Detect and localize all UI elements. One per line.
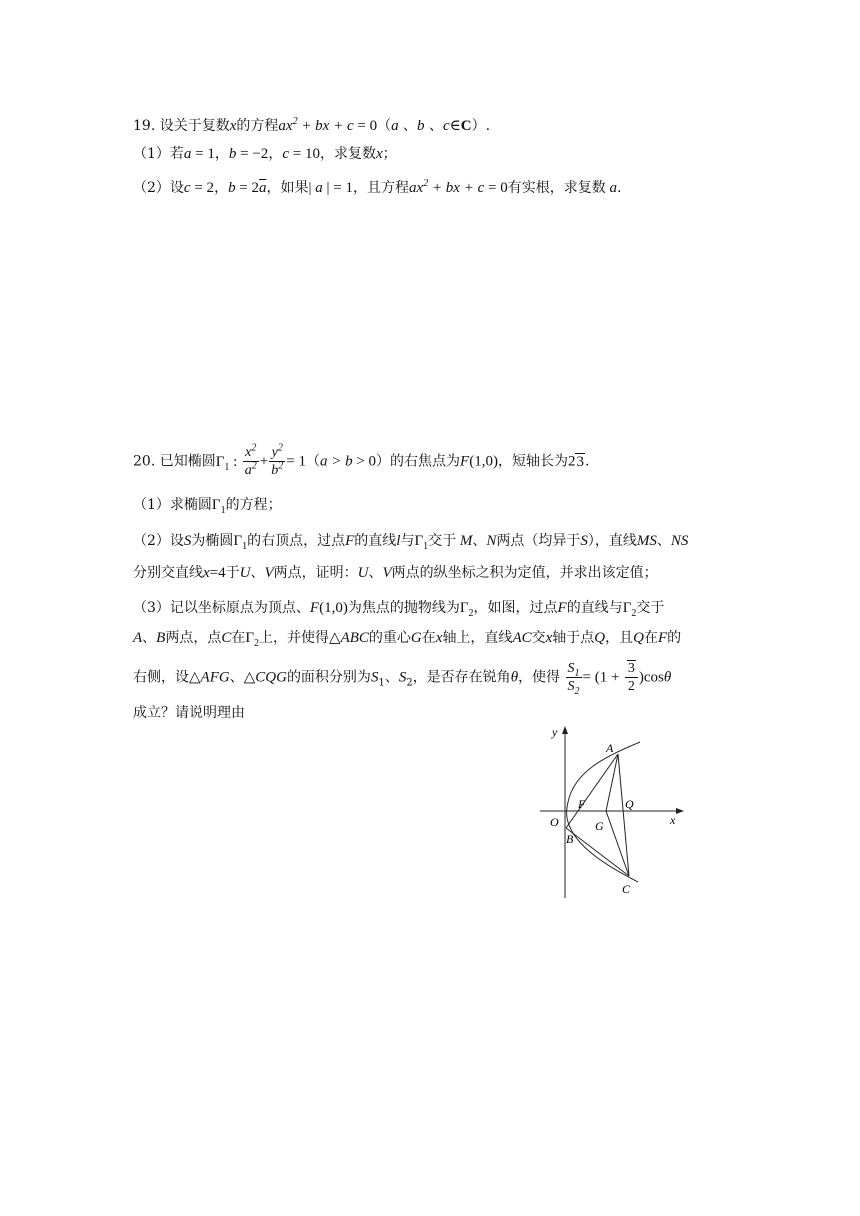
label-x: x xyxy=(670,813,676,827)
label-Q: Q xyxy=(625,797,634,811)
line-BC xyxy=(566,828,629,876)
label-y: y xyxy=(552,725,558,739)
q19-part2: （2）设c = 2，$b = 2\overline{a}$，如果| a | = 1，且方程$ax^2$ + bx + c = 0有实根，求复数 a. xyxy=(133,178,622,196)
q20-part1: （1）求椭圆$\Gamma_1$的方程； xyxy=(133,497,282,516)
q20-part2-line1: （2）设S为椭圆$\Gamma_1$的右顶点，过点F的直线l与$\Gamma_1$交于 M、N两点（均异于S），直线MS、NS xyxy=(133,533,689,552)
x-axis-arrow xyxy=(676,808,684,814)
q19-part1: （1）若a = 1，b = −2，c = 10，求复数x； xyxy=(133,146,397,162)
q20-part2-line2: 分别交直线x=4于U、V两点，证明：U、V两点的纵坐标之积为定值，并求出该定值； xyxy=(133,565,658,581)
q20-part3-line2: A、B两点，点C在$\Gamma_2$上，并使得△ABC的重心G在x轴上，直线AC交x轴于点Q，且Q在F的 xyxy=(133,630,682,649)
q20-part3-line3: 右侧，设△AFG、△CQG的面积分别为$S_1$、$S_2$，是否存在锐角θ，使得 $\frac{S_1}{S_2}$ = (1 + $\frac{3}{2}$ )cosθ xyxy=(133,661,672,697)
line-AC xyxy=(618,754,629,876)
q20-stem: 20. 已知椭圆$\Gamma_1$ : $\frac{x^2}{a^2}$ + $\frac{y^2}{b^2}$ = 1（a > b > 0）的右焦点为F(1,0)，短轴长为23. xyxy=(133,442,590,478)
label-O: O xyxy=(550,815,559,829)
label-F: F xyxy=(578,797,586,811)
label-C: C xyxy=(622,882,631,896)
label-G: G xyxy=(595,819,604,833)
label-B: B xyxy=(566,832,574,846)
q20-part3-line4: 成立？请说明理由 xyxy=(133,705,245,721)
parabola-figure xyxy=(530,722,690,902)
q19-stem: 19. 设关于复数x的方程$ax^2$ + bx + c = 0（a 、b 、c∈C）. xyxy=(133,116,491,134)
y-axis-arrow xyxy=(562,726,568,734)
q20-part3-line1: （3）记以坐标原点为顶点、F(1,0)为焦点的抛物线为$\Gamma_2$，如图，过点F的直线与$\Gamma_2$交于 xyxy=(133,600,665,619)
label-A: A xyxy=(606,741,614,755)
